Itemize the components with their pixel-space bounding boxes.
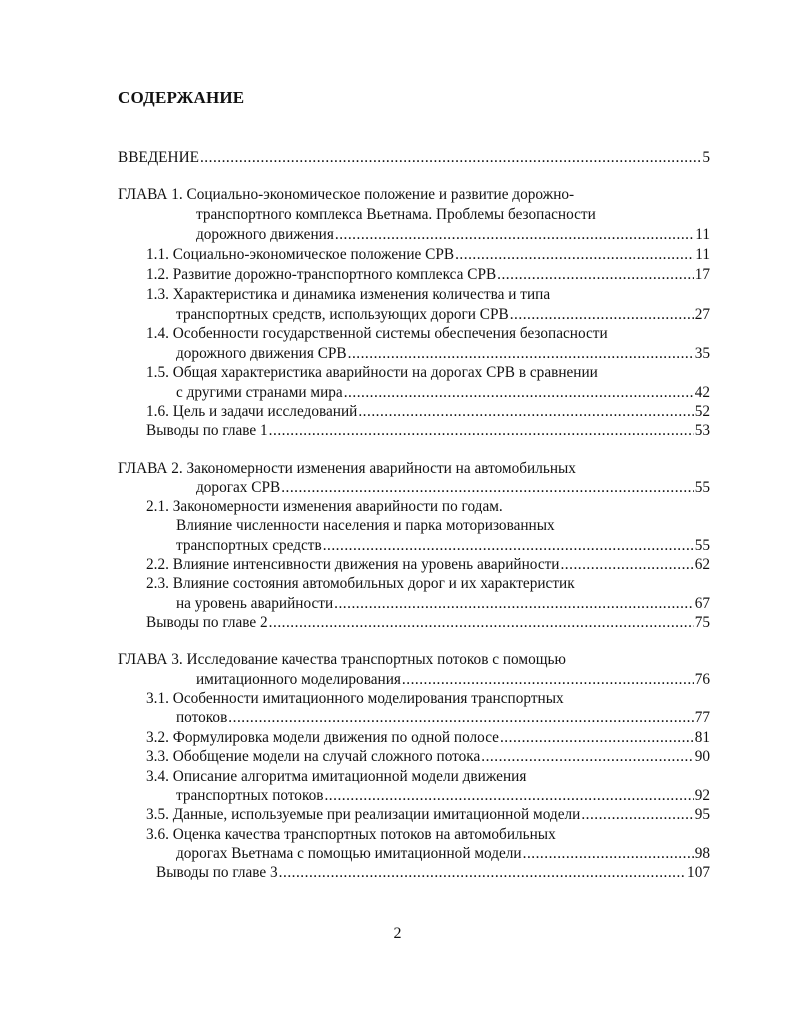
toc-section-1-5[interactable]	[176, 383, 710, 403]
toc-section-2-2[interactable]	[146, 555, 710, 575]
toc-conclusions-ch2[interactable]	[146, 613, 710, 633]
toc-chapter-1-line2: транспортного комплекса Вьетнама. Проблемы безопасности	[196, 206, 596, 223]
toc-chapter-1[interactable]	[196, 225, 710, 245]
toc-section-2-3[interactable]	[176, 594, 710, 614]
dot-leader	[497, 265, 694, 285]
toc-entry-text: 3.2. Формулировка модели движения по одной полосе	[146, 729, 499, 746]
page-number: 2	[393, 925, 402, 942]
toc-entry-text: потоков	[176, 709, 228, 726]
toc-section-3-4[interactable]	[176, 786, 710, 806]
toc-section-1-4-line1: 1.4. Особенности государственной системы обеспечения безопасности	[146, 325, 608, 342]
dot-leader	[269, 613, 694, 633]
toc-section-3-5[interactable]	[146, 805, 710, 825]
dot-leader	[348, 344, 694, 364]
toc-page-number: 5	[702, 149, 710, 166]
toc-entry-text: дорожного движения	[196, 226, 334, 243]
toc-page-number: 76	[694, 671, 710, 688]
toc-page-number: 67	[694, 595, 710, 612]
dot-leader	[323, 536, 694, 556]
toc-entry-text: 2.2. Влияние интенсивности движения на уровень аварийности	[146, 556, 560, 573]
toc-entry-text: 1.2. Развитие дорожно-транспортного комплекса СРВ	[146, 266, 497, 283]
dot-leader	[334, 594, 694, 614]
toc-entry-text: 3.5. Данные, используемые при реализации имитационной модели	[146, 806, 581, 823]
dot-leader	[581, 805, 693, 825]
toc-section-3-1[interactable]	[176, 708, 710, 728]
toc-section-2-3-line1: 2.3. Влияние состояния автомобильных дорог и их характеристик	[146, 575, 575, 592]
toc-entry-text: транспортных средств	[176, 537, 322, 554]
toc-section-1-2[interactable]	[146, 265, 710, 285]
toc-section-3-1-line1: 3.1. Особенности имитационного моделирования транспортных	[146, 690, 564, 707]
toc-page-number: 81	[694, 729, 710, 746]
toc-section-1-6[interactable]	[146, 402, 710, 422]
toc-section-2-1-line2: Влияние численности населения и парка моторизованных	[176, 517, 555, 534]
toc-entry-intro[interactable]	[118, 148, 710, 168]
toc-page-number: 55	[694, 537, 710, 554]
toc-section-2-1[interactable]	[176, 536, 710, 556]
dot-leader	[269, 421, 694, 441]
dot-leader	[523, 844, 694, 864]
toc-section-1-1[interactable]	[146, 245, 710, 265]
dot-leader	[200, 148, 701, 168]
toc-conclusions-ch3[interactable]	[156, 863, 710, 883]
page-title: СОДЕРЖАНИЕ	[118, 88, 245, 107]
toc-section-2-1-line1: 2.1. Закономерности изменения аварийности по годам.	[146, 498, 503, 515]
toc-entry-text: 1.6. Цель и задачи исследований	[146, 403, 358, 420]
toc-page-number: 35	[694, 345, 710, 362]
dot-leader	[510, 305, 694, 325]
toc-page-number: 55	[694, 479, 710, 496]
toc-section-3-2[interactable]	[146, 728, 710, 748]
toc-page-number: 53	[694, 422, 710, 439]
dot-leader	[455, 245, 694, 265]
toc-entry-text: транспортных средств, использующих дороги СРВ	[176, 306, 509, 323]
toc-entry-text: дорогах СРВ	[196, 479, 281, 496]
toc-entry-text: Выводы по главе 3	[156, 864, 278, 881]
toc-chapter-2[interactable]	[196, 478, 710, 498]
dot-leader	[281, 478, 694, 498]
toc-entry-text: Выводы по главе 2	[146, 614, 268, 631]
toc-page-number: 90	[694, 748, 710, 765]
toc-section-1-4[interactable]	[176, 344, 710, 364]
toc-page-number: 52	[694, 403, 710, 420]
toc-page-number: 95	[694, 806, 710, 823]
toc-entry-text: с другими странами мира	[176, 384, 343, 401]
toc-section-1-3[interactable]	[176, 305, 710, 325]
toc-section-1-3-line1: 1.3. Характеристика и динамика изменения количества и типа	[146, 286, 551, 303]
toc-page-number: 42	[694, 384, 710, 401]
toc-section-1-5-line1: 1.5. Общая характеристика аварийности на дорогах СРВ в сравнении	[146, 364, 598, 381]
toc-entry-text: 1.1. Социально-экономическое положение СРВ	[146, 246, 455, 263]
toc-section-3-3[interactable]	[146, 747, 710, 767]
toc-page-number: 27	[694, 306, 710, 323]
dot-leader	[228, 708, 693, 728]
toc-entry-text: дорожного движения СРВ	[176, 345, 347, 362]
toc-entry-text: транспортных потоков	[176, 787, 324, 804]
toc-section-3-6[interactable]	[176, 844, 710, 864]
dot-leader	[481, 747, 693, 767]
toc-entry-text: Выводы по главе 1	[146, 422, 268, 439]
toc-page-number: 17	[694, 266, 710, 283]
dot-leader	[402, 670, 694, 690]
dot-leader	[560, 555, 693, 575]
dot-leader	[324, 786, 693, 806]
toc-chapter-1-line1: ГЛАВА 1. Социально-экономическое положение и развитие дорожно-	[118, 186, 575, 203]
toc-section-3-6-line1: 3.6. Оценка качества транспортных потоков на автомобильных	[146, 826, 556, 843]
toc-page-number: 11	[695, 246, 710, 263]
toc-entry-text: ВВЕДЕНИЕ	[118, 149, 199, 166]
toc-chapter-2-line1: ГЛАВА 2. Закономерности изменения аварийности на автомобильных	[118, 460, 576, 477]
toc-entry-text: имитационного моделирования	[196, 671, 401, 688]
dot-leader	[335, 225, 694, 245]
dot-leader	[358, 402, 693, 422]
dot-leader	[344, 383, 694, 403]
dot-leader	[500, 728, 694, 748]
toc-page-number: 77	[694, 709, 710, 726]
toc-entry-text: дорогах Вьетнама с помощью имитационной модели	[176, 845, 522, 862]
toc-page-number: 107	[687, 864, 710, 881]
toc-page-number: 98	[694, 845, 710, 862]
toc-entry-text: на уровень аварийности	[176, 595, 334, 612]
toc-section-3-4-line1: 3.4. Описание алгоритма имитационной модели движения	[146, 768, 527, 785]
toc-page-number: 75	[694, 614, 710, 631]
toc-page-number: 92	[694, 787, 710, 804]
toc-entry-text: 3.3. Обобщение модели на случай сложного потока	[146, 748, 481, 765]
dot-leader	[279, 863, 686, 883]
toc-page-number: 11	[695, 226, 710, 243]
toc-conclusions-ch1[interactable]	[146, 421, 710, 441]
toc-chapter-3-line1: ГЛАВА 3. Исследование качества транспортных потоков с помощью	[118, 651, 566, 668]
toc-page-number: 62	[694, 556, 710, 573]
toc-chapter-3[interactable]	[196, 670, 710, 690]
